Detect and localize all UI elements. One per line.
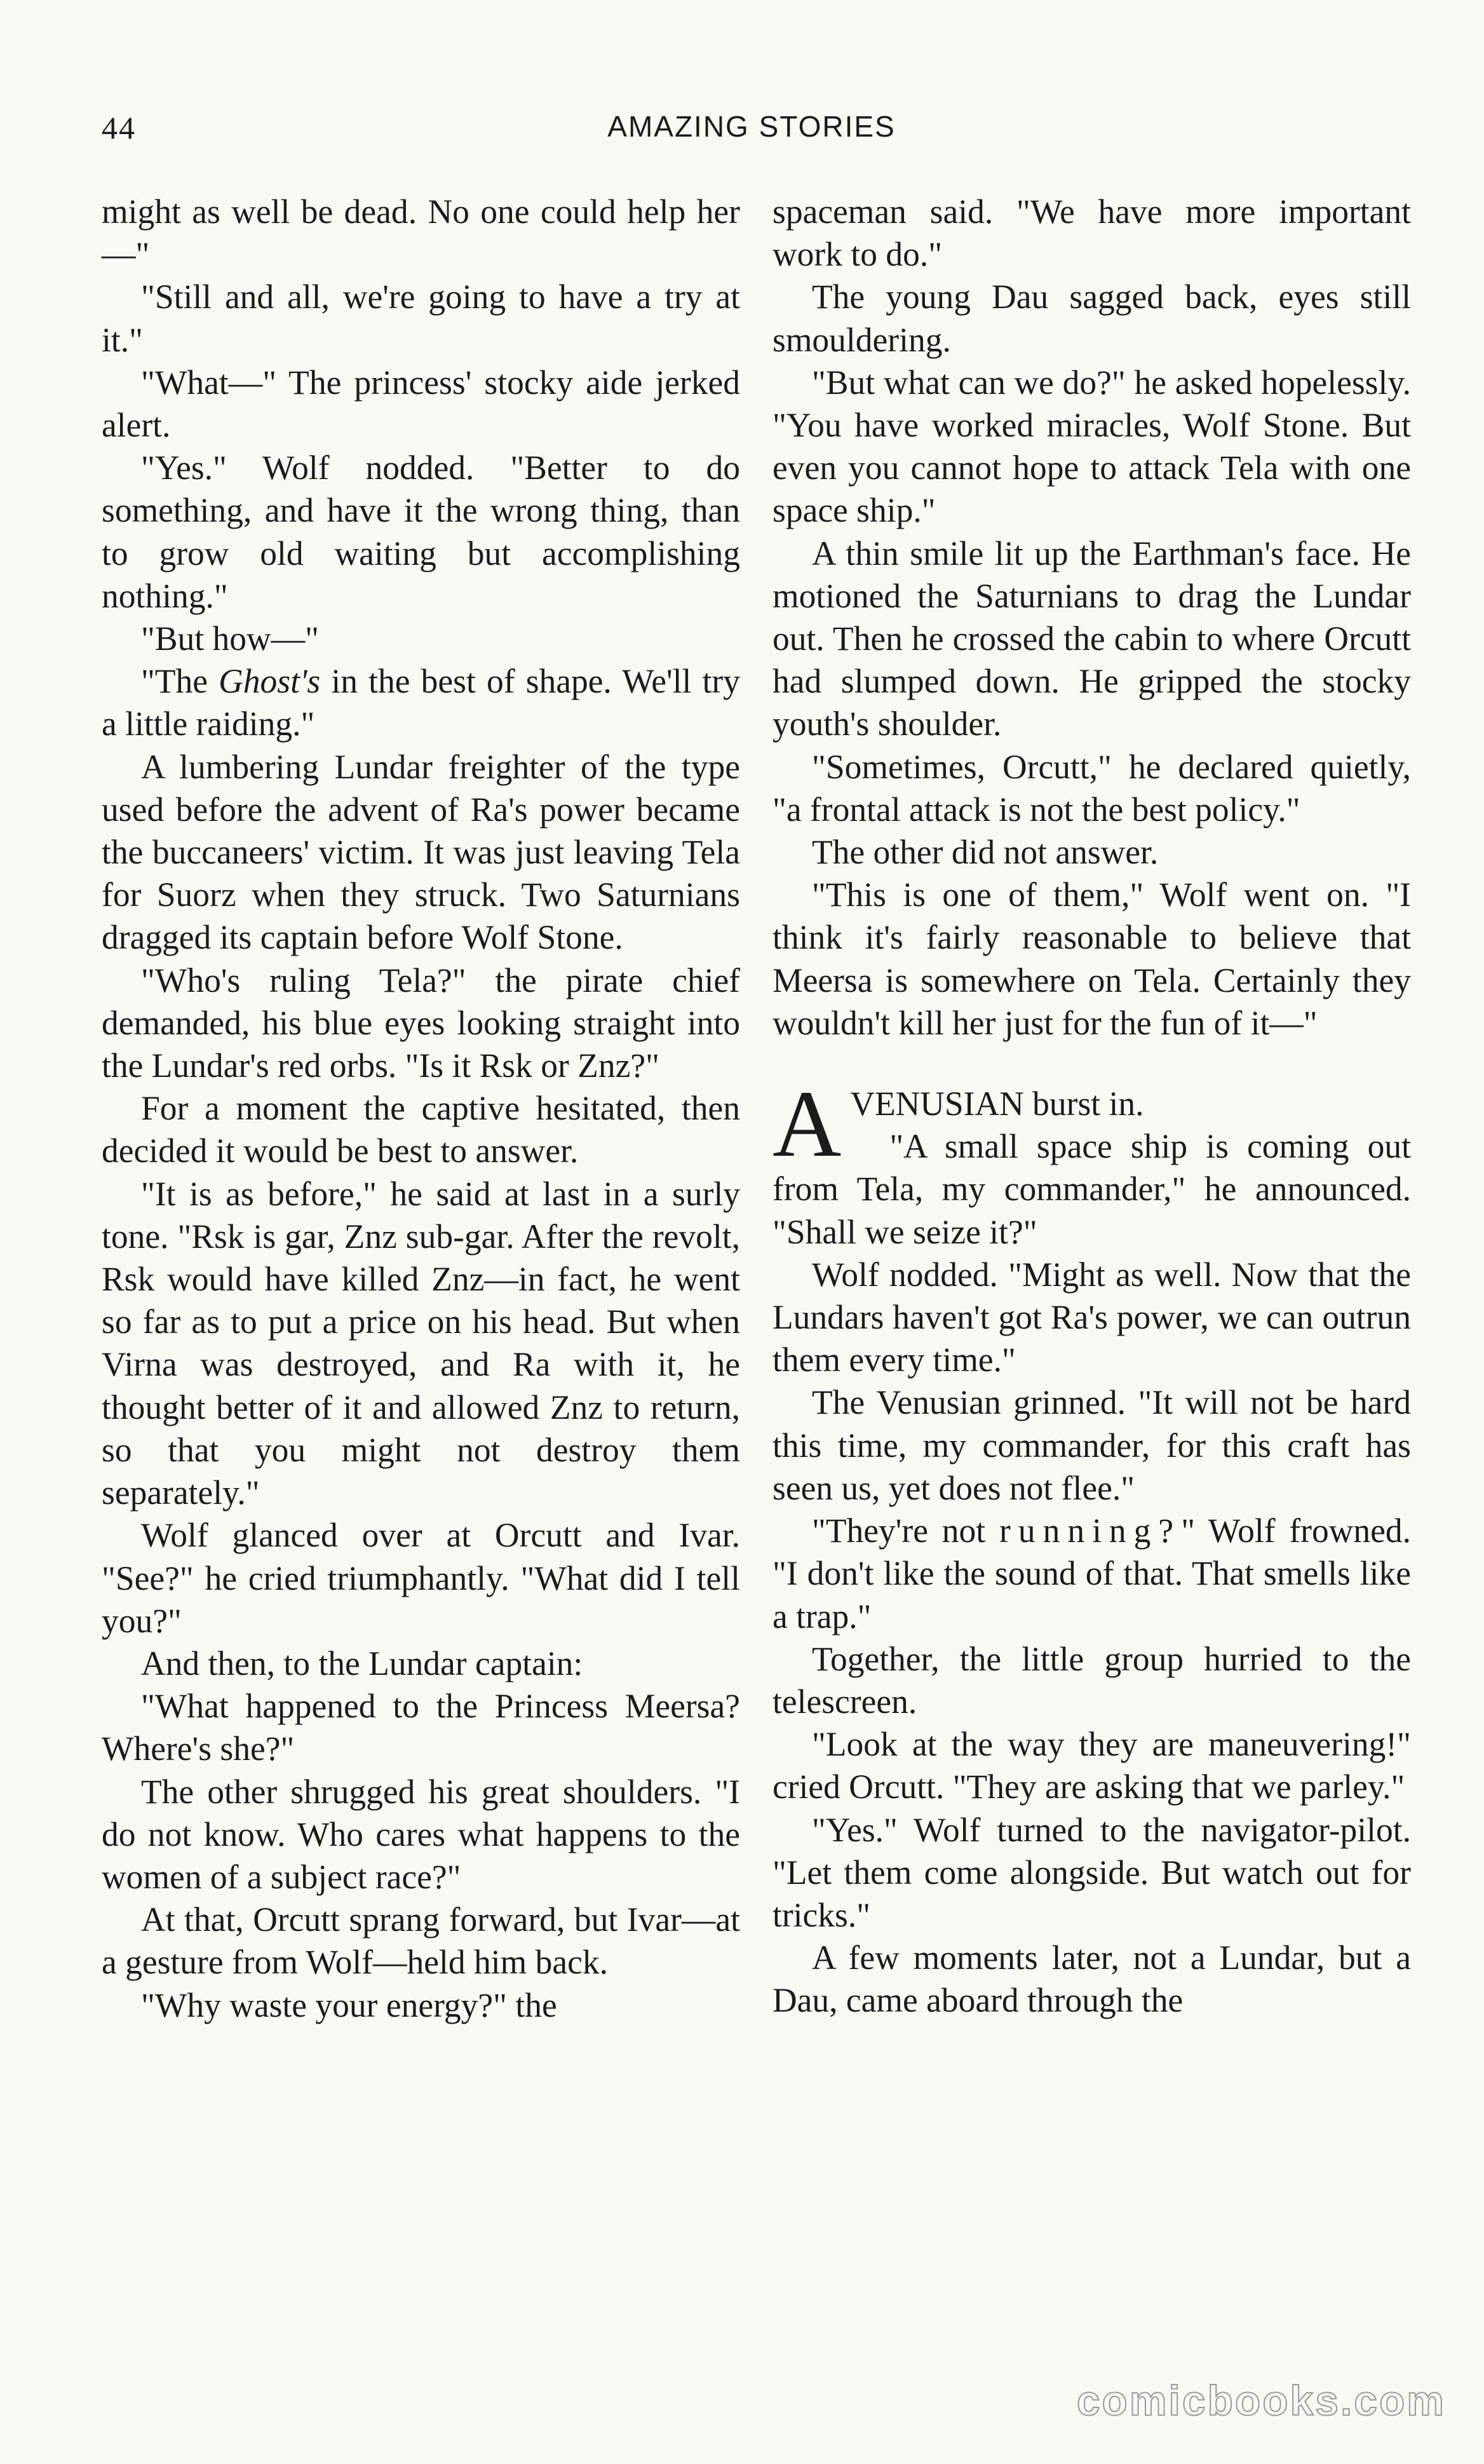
paragraph: At that, Orcutt sprang forward, but Ivar—at a gesture from Wolf—held him back. — [102, 1900, 740, 1982]
paragraph: The young Dau sagged back, eyes still smouldering. — [772, 278, 1411, 359]
paragraph — [772, 1510, 1411, 1638]
drop-cap: A — [772, 1071, 842, 1177]
paragraph: "Look at the way they are maneuvering!" cried Orcutt. "They are asking that we parley." — [772, 1725, 1411, 1806]
paragraph: "Sometimes, Orcutt," he declared quietly, "a frontal attack is not the best policy." — [772, 747, 1411, 829]
ship-name: Ghost's — [219, 662, 321, 701]
paragraph: "Who's ruling Tela?" the pirate chief demanded, his blue eyes looking straight into the Lundar's red orbs. "Is it Rsk or Znz?" — [102, 961, 740, 1085]
emphasized-word: running? — [999, 1512, 1182, 1550]
paragraph: "Still and all, we're going to have a try at it." — [102, 278, 740, 359]
section-opening-paragraph — [772, 1071, 1411, 1177]
paragraph: "It is as before," he said at last in a surly tone. "Rsk is gar, Znz sub-gar. After the revolt, Rsk would have killed Znz—in fact, he went so far as to put a price on his head. But when Virna was destroyed, and Ra with it, he thought better of it and allowed Znz to return, so that you might not destroy them separately." — [102, 1174, 740, 1512]
paragraph: Together, the little group hurried to the telescreen. — [772, 1639, 1411, 1721]
paragraph: "What happened to the Princess Meersa? Where's she?" — [102, 1687, 740, 1768]
paragraph: spaceman said. "We have more important work to do." — [772, 193, 1411, 274]
paragraph: "But how—" — [141, 619, 319, 658]
watermark: comicbooks.com — [1076, 2377, 1446, 2424]
paragraph: Wolf glanced over at Orcutt and Ivar. "See?" he cried triumphantly. "What did I tell you?" — [102, 1516, 740, 1640]
paragraph: Wolf nodded. "Might as well. Now that the Lundars haven't got Ra's power, we can outrun them every time." — [772, 1255, 1411, 1379]
paragraph: "Yes." Wolf nodded. "Better to do something, and have it the wrong thing, than to grow old waiting but accomplishing nothing." — [102, 449, 740, 615]
page-header — [102, 109, 1401, 160]
paragraph: A few moments later, not a Lundar, but a Dau, came aboard through the — [772, 1939, 1411, 2020]
paragraph — [102, 660, 740, 745]
paragraph: For a moment the captive hesitated, then decided it would be best to answer. — [102, 1089, 740, 1170]
page-number: 44 — [102, 110, 136, 146]
text-run: VENUSIAN burst in. — [850, 1085, 1144, 1123]
paragraph: The other did not answer. — [812, 833, 1159, 872]
right-column — [772, 191, 1411, 2022]
paragraph: And then, to the Lundar captain: — [141, 1644, 583, 1682]
paragraph: "But what can we do?" he asked hopelessly. "You have worked miracles, Wolf Stone. But even you cannot hope to attack Tela with one space ship." — [772, 363, 1411, 530]
paragraph: "A small space ship is coming out from Tela, my commander," he announced. "Shall we seize it?" — [772, 1127, 1411, 1251]
paragraph: "This is one of them," Wolf went on. "I think it's fairly reasonable to believe that Meersa is somewhere on Tela. Certainly they wouldn't kill her just for the fun of it—" — [772, 876, 1411, 1042]
paragraph: A thin smile lit up the Earthman's face. He motioned the Saturnians to drag the Lundar out. Then he crossed the cabin to where Orcutt had slumped down. He gripped the stocky youth's shoulder. — [772, 534, 1411, 743]
left-column — [102, 191, 740, 2027]
text-run: "They're not — [812, 1512, 999, 1550]
paragraph: might as well be dead. No one could help her—" — [102, 193, 740, 274]
text-run: in the best of shape. We'll try a little raiding." — [102, 662, 740, 743]
text-run: " Wolf frowned. "I don't like the sound of that. That smells like a trap." — [772, 1512, 1411, 1635]
paragraph: "What—" The princess' stocky aide jerked alert. — [102, 363, 740, 445]
paragraph: "Why waste your energy?" the — [141, 1986, 557, 2024]
paragraph: The Venusian grinned. "It will not be hard this time, my commander, for this craft has seen us, yet does not flee." — [772, 1383, 1411, 1507]
text-run: "The — [141, 662, 219, 701]
running-title: AMAZING STORIES — [607, 110, 896, 143]
paragraph: "Yes." Wolf turned to the navigator-pilot. "Let them come alongside. But watch out for tricks." — [772, 1810, 1411, 1934]
paragraph: A lumbering Lundar freighter of the type used before the advent of Ra's power became the buccaneers' victim. It was just leaving Tela for Suorz when they struck. Two Saturnians dragged its captain before Wolf Stone. — [102, 747, 740, 957]
paragraph: The other shrugged his great shoulders. "I do not know. Who cares what happens to the women of a subject race?" — [102, 1772, 740, 1896]
